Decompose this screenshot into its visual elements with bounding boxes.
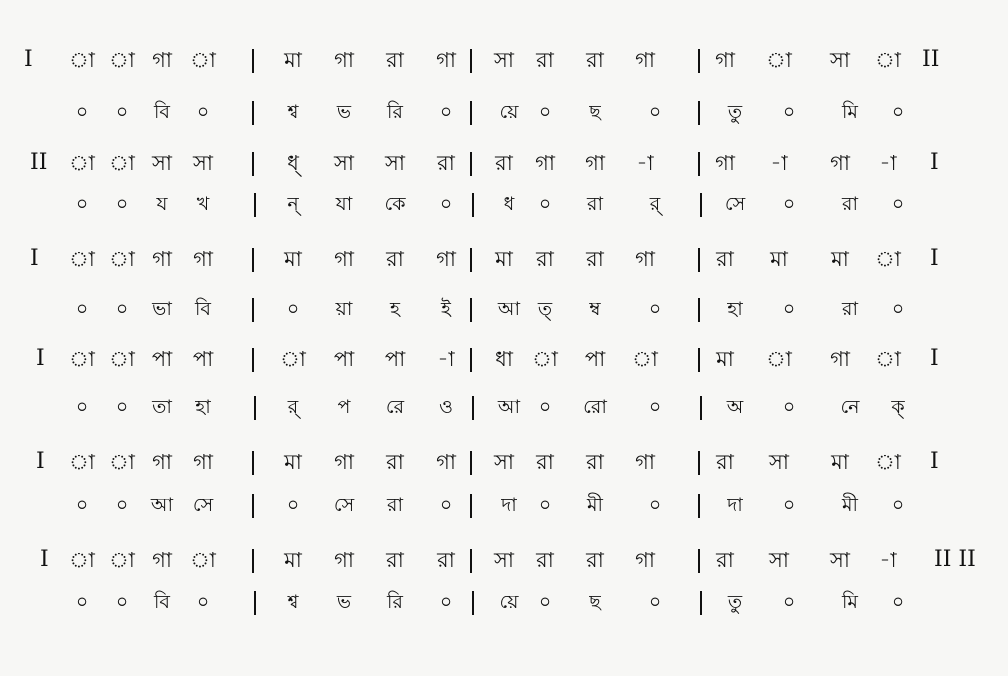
lyric-syllable: ০ <box>115 193 129 215</box>
swara-note: া <box>109 48 135 72</box>
swara-line <box>0 244 1008 274</box>
swara-note: া <box>190 548 216 572</box>
swara-note: া <box>280 347 306 371</box>
lyric-syllable: আ <box>497 298 521 320</box>
lyric-syllable: ০ <box>75 101 89 123</box>
lyric-line <box>0 490 1008 520</box>
swara-note: গা <box>715 48 735 72</box>
swara-note: সা <box>494 48 514 72</box>
lyric-syllable: বি <box>153 101 171 123</box>
lyric-syllable: ০ <box>538 101 552 123</box>
lyric-line <box>0 294 1008 324</box>
swara-note: গা <box>830 151 850 175</box>
lyric-syllable: কে <box>384 193 406 215</box>
lyric-syllable: ০ <box>538 193 552 215</box>
swara-note: গা <box>635 48 655 72</box>
swara-note: া <box>190 48 216 72</box>
lyric-syllable: ০ <box>115 101 129 123</box>
lyric-syllable: নে <box>840 396 860 418</box>
swara-note: সা <box>830 48 850 72</box>
lyric-syllable: হা <box>195 396 211 418</box>
bar-divider <box>252 298 254 322</box>
lyric-line <box>0 392 1008 422</box>
lyric-syllable: সে <box>192 494 214 516</box>
lyric-syllable: ০ <box>439 591 453 613</box>
bar-divider <box>698 549 700 573</box>
swara-note: সা <box>193 151 213 175</box>
lyric-syllable: ক্ <box>891 396 905 418</box>
swara-note: গা <box>334 247 354 271</box>
swara-note: রা <box>386 247 404 271</box>
swara-note: রা <box>386 450 404 474</box>
lyric-syllable: ০ <box>75 298 89 320</box>
lyric-line <box>0 189 1008 219</box>
swara-note: রা <box>495 151 513 175</box>
swara-note: রা <box>437 548 455 572</box>
bar-divider <box>252 549 254 573</box>
bar-divider <box>252 451 254 475</box>
swara-line <box>0 344 1008 374</box>
swara-note: া <box>69 548 95 572</box>
bar-divider <box>700 396 702 420</box>
swara-note: া <box>69 450 95 474</box>
lyric-syllable: ধ <box>503 193 515 215</box>
lyric-syllable: অ <box>726 396 744 418</box>
lyric-syllable: ভ <box>336 591 352 613</box>
bar-divider <box>700 193 702 217</box>
lyric-syllable: ০ <box>75 494 89 516</box>
lyric-syllable: ০ <box>891 494 905 516</box>
bar-divider <box>698 49 700 73</box>
swara-note: গা <box>152 548 172 572</box>
swara-note: া <box>766 347 792 371</box>
swara-line <box>0 148 1008 178</box>
lyric-syllable: খ <box>196 193 210 215</box>
bar-divider <box>698 101 700 125</box>
lyric-syllable: রা <box>842 298 858 320</box>
swara-note: -া <box>437 347 455 371</box>
lyric-syllable: ০ <box>75 396 89 418</box>
start-barline-mark: I <box>40 547 49 572</box>
bar-divider <box>698 451 700 475</box>
swara-note: রা <box>586 548 604 572</box>
swara-note: মা <box>770 247 788 271</box>
swara-note: া <box>69 347 95 371</box>
lyric-syllable: মী <box>842 494 858 516</box>
swara-note: মা <box>495 247 513 271</box>
lyric-syllable: যা <box>335 193 353 215</box>
swara-note: সা <box>769 548 789 572</box>
swara-note: া <box>875 450 901 474</box>
lyric-syllable: র্ <box>649 193 661 215</box>
swara-note: -া <box>770 151 788 175</box>
lyric-syllable: ০ <box>782 298 796 320</box>
lyric-syllable: ০ <box>439 494 453 516</box>
swara-note: া <box>109 450 135 474</box>
swara-note: রা <box>586 450 604 474</box>
swara-note: গা <box>436 247 456 271</box>
lyric-syllable: মী <box>587 494 603 516</box>
lyric-syllable: ই <box>441 298 451 320</box>
bar-divider <box>472 396 474 420</box>
swara-note: গা <box>715 151 735 175</box>
swara-note: মা <box>716 347 734 371</box>
lyric-syllable: ০ <box>782 396 796 418</box>
lyric-syllable: ০ <box>196 101 210 123</box>
lyric-syllable: ভ <box>336 101 352 123</box>
swara-note: মা <box>284 48 302 72</box>
swara-note: পা <box>384 347 406 371</box>
lyric-syllable: য়ে <box>499 591 519 613</box>
lyric-syllable: ০ <box>891 193 905 215</box>
lyric-syllable: ০ <box>891 101 905 123</box>
bar-divider <box>254 193 256 217</box>
end-barline-mark: I <box>930 449 939 474</box>
swara-note: সা <box>494 450 514 474</box>
end-barline-mark: I <box>930 246 939 271</box>
swara-note: পা <box>151 347 173 371</box>
bar-divider <box>254 396 256 420</box>
lyric-syllable: ০ <box>538 494 552 516</box>
start-barline-mark: I <box>36 346 45 371</box>
lyric-syllable: য়ে <box>499 101 519 123</box>
lyric-syllable: ০ <box>439 101 453 123</box>
lyric-syllable: ০ <box>286 494 300 516</box>
bar-divider <box>698 248 700 272</box>
swara-line <box>0 45 1008 75</box>
swara-note: পা <box>192 347 214 371</box>
swara-note: া <box>109 548 135 572</box>
bar-divider <box>698 298 700 322</box>
lyric-syllable: ত্ <box>537 298 553 320</box>
swara-note: া <box>69 151 95 175</box>
lyric-syllable: বি <box>194 298 212 320</box>
lyric-syllable: ভা <box>152 298 172 320</box>
lyric-syllable: রে <box>385 396 405 418</box>
swara-note: গা <box>193 247 213 271</box>
swara-note: া <box>69 48 95 72</box>
swara-note: -া <box>636 151 654 175</box>
lyric-syllable: হা <box>727 298 743 320</box>
swara-note: রা <box>716 548 734 572</box>
end-barline-mark: II II <box>934 547 976 572</box>
lyric-syllable: ০ <box>782 591 796 613</box>
swara-note: গা <box>193 450 213 474</box>
lyric-syllable: ০ <box>115 298 129 320</box>
lyric-syllable: রি <box>387 101 403 123</box>
swara-note: গা <box>635 450 655 474</box>
swara-note: া <box>766 48 792 72</box>
lyric-syllable: দা <box>501 494 517 516</box>
lyric-syllable: তু <box>727 101 743 123</box>
swara-note: মা <box>831 247 849 271</box>
bar-divider <box>252 101 254 125</box>
lyric-syllable: ০ <box>196 591 210 613</box>
lyric-syllable: ছ <box>589 101 601 123</box>
lyric-syllable: ০ <box>648 396 662 418</box>
swara-note: া <box>632 347 658 371</box>
lyric-syllable: ০ <box>286 298 300 320</box>
lyric-syllable: রি <box>387 591 403 613</box>
swara-note: রা <box>536 48 554 72</box>
lyric-syllable: শ্ব <box>287 101 299 123</box>
bar-divider <box>698 348 700 372</box>
swara-note: া <box>69 247 95 271</box>
bar-divider <box>470 451 472 475</box>
swara-note: পা <box>584 347 606 371</box>
swara-note: ধ্ <box>287 151 299 175</box>
bar-divider <box>698 152 700 176</box>
swara-note: পা <box>333 347 355 371</box>
lyric-syllable: ০ <box>75 591 89 613</box>
start-barline-mark: I <box>30 246 39 271</box>
swara-note: রা <box>536 450 554 474</box>
lyric-syllable: ০ <box>891 591 905 613</box>
swara-note: রা <box>536 247 554 271</box>
swara-note: গা <box>436 48 456 72</box>
swara-note: া <box>532 347 558 371</box>
lyric-syllable: সে <box>333 494 355 516</box>
swara-note: গা <box>152 450 172 474</box>
lyric-syllable: ০ <box>538 396 552 418</box>
lyric-syllable: ০ <box>782 101 796 123</box>
lyric-syllable: শ্ব <box>287 591 299 613</box>
lyric-line <box>0 587 1008 617</box>
lyric-syllable: রা <box>387 494 403 516</box>
lyric-syllable: ন্ <box>287 193 299 215</box>
lyric-syllable: ০ <box>115 396 129 418</box>
end-barline-mark: II <box>922 47 940 72</box>
lyric-syllable: ০ <box>891 298 905 320</box>
lyric-syllable: আ <box>150 494 174 516</box>
bar-divider <box>470 298 472 322</box>
swara-note: সা <box>385 151 405 175</box>
lyric-syllable: ০ <box>648 101 662 123</box>
lyric-syllable: র্ <box>287 396 299 418</box>
bar-divider <box>470 49 472 73</box>
swara-note: া <box>109 247 135 271</box>
lyric-syllable: য <box>156 193 168 215</box>
swara-note: গা <box>830 347 850 371</box>
bar-divider <box>252 348 254 372</box>
swara-note: সা <box>334 151 354 175</box>
bar-divider <box>470 248 472 272</box>
swara-note: া <box>109 347 135 371</box>
swara-note: মা <box>284 247 302 271</box>
swara-note: গা <box>334 450 354 474</box>
swara-note: মা <box>284 548 302 572</box>
swara-note: সা <box>152 151 172 175</box>
swara-note: সা <box>494 548 514 572</box>
swara-note: সা <box>830 548 850 572</box>
swara-note: মা <box>284 450 302 474</box>
start-barline-mark: I <box>36 449 45 474</box>
bar-divider <box>472 591 474 615</box>
swara-note: া <box>875 48 901 72</box>
lyric-line <box>0 97 1008 127</box>
swara-note: -া <box>879 548 897 572</box>
lyric-syllable: ০ <box>439 193 453 215</box>
swara-note: গা <box>635 247 655 271</box>
swara-note: গা <box>334 548 354 572</box>
lyric-syllable: মি <box>842 591 858 613</box>
bar-divider <box>470 494 472 518</box>
lyric-syllable: ছ <box>589 591 601 613</box>
swara-note: া <box>109 151 135 175</box>
lyric-syllable: সে <box>724 193 746 215</box>
lyric-syllable: দা <box>727 494 743 516</box>
swara-note: রা <box>386 48 404 72</box>
lyric-syllable: রো <box>583 396 607 418</box>
lyric-syllable: ০ <box>648 298 662 320</box>
swara-note: ধা <box>495 347 513 371</box>
bar-divider <box>252 152 254 176</box>
end-barline-mark: I <box>930 346 939 371</box>
bar-divider <box>470 101 472 125</box>
bar-divider <box>470 348 472 372</box>
swara-line <box>0 545 1008 575</box>
bar-divider <box>252 494 254 518</box>
swara-note: রা <box>536 548 554 572</box>
swara-note: সা <box>769 450 789 474</box>
lyric-syllable: ও <box>439 396 453 418</box>
bar-divider <box>252 248 254 272</box>
lyric-syllable: বি <box>153 591 171 613</box>
lyric-syllable: ০ <box>115 494 129 516</box>
lyric-syllable: ০ <box>538 591 552 613</box>
bar-divider <box>470 152 472 176</box>
lyric-syllable: য়া <box>335 298 353 320</box>
end-barline-mark: I <box>930 150 939 175</box>
swara-note: রা <box>586 247 604 271</box>
lyric-syllable: ০ <box>782 193 796 215</box>
bar-divider <box>472 193 474 217</box>
lyric-syllable: আ <box>497 396 521 418</box>
swara-note: া <box>875 347 901 371</box>
bar-divider <box>254 591 256 615</box>
swara-note: রা <box>716 450 734 474</box>
start-barline-mark: II <box>30 150 48 175</box>
bar-divider <box>470 549 472 573</box>
lyric-syllable: ০ <box>75 193 89 215</box>
lyric-syllable: ০ <box>782 494 796 516</box>
swara-note: গা <box>535 151 555 175</box>
lyric-syllable: হ <box>390 298 400 320</box>
swara-note: গা <box>152 247 172 271</box>
swara-note: গা <box>334 48 354 72</box>
swara-note: রা <box>386 548 404 572</box>
lyric-syllable: রা <box>587 193 603 215</box>
swara-note: গা <box>152 48 172 72</box>
swara-note: মা <box>831 450 849 474</box>
lyric-syllable: তু <box>727 591 743 613</box>
swara-line <box>0 447 1008 477</box>
lyric-syllable: ০ <box>648 494 662 516</box>
lyric-syllable: ০ <box>648 591 662 613</box>
lyric-syllable: ০ <box>115 591 129 613</box>
start-barline-mark: I <box>24 47 33 72</box>
lyric-syllable: রা <box>842 193 858 215</box>
bar-divider <box>252 49 254 73</box>
swara-note: রা <box>586 48 604 72</box>
swara-note: গা <box>635 548 655 572</box>
bar-divider <box>698 494 700 518</box>
lyric-syllable: তা <box>152 396 172 418</box>
lyric-syllable: প <box>337 396 351 418</box>
lyric-syllable: ম্ব <box>589 298 601 320</box>
bar-divider <box>700 591 702 615</box>
lyric-syllable: মি <box>842 101 858 123</box>
swara-note: রা <box>437 151 455 175</box>
swara-note: গা <box>436 450 456 474</box>
swara-note: রা <box>716 247 734 271</box>
swara-note: া <box>875 247 901 271</box>
swara-note: -া <box>879 151 897 175</box>
swara-note: গা <box>585 151 605 175</box>
